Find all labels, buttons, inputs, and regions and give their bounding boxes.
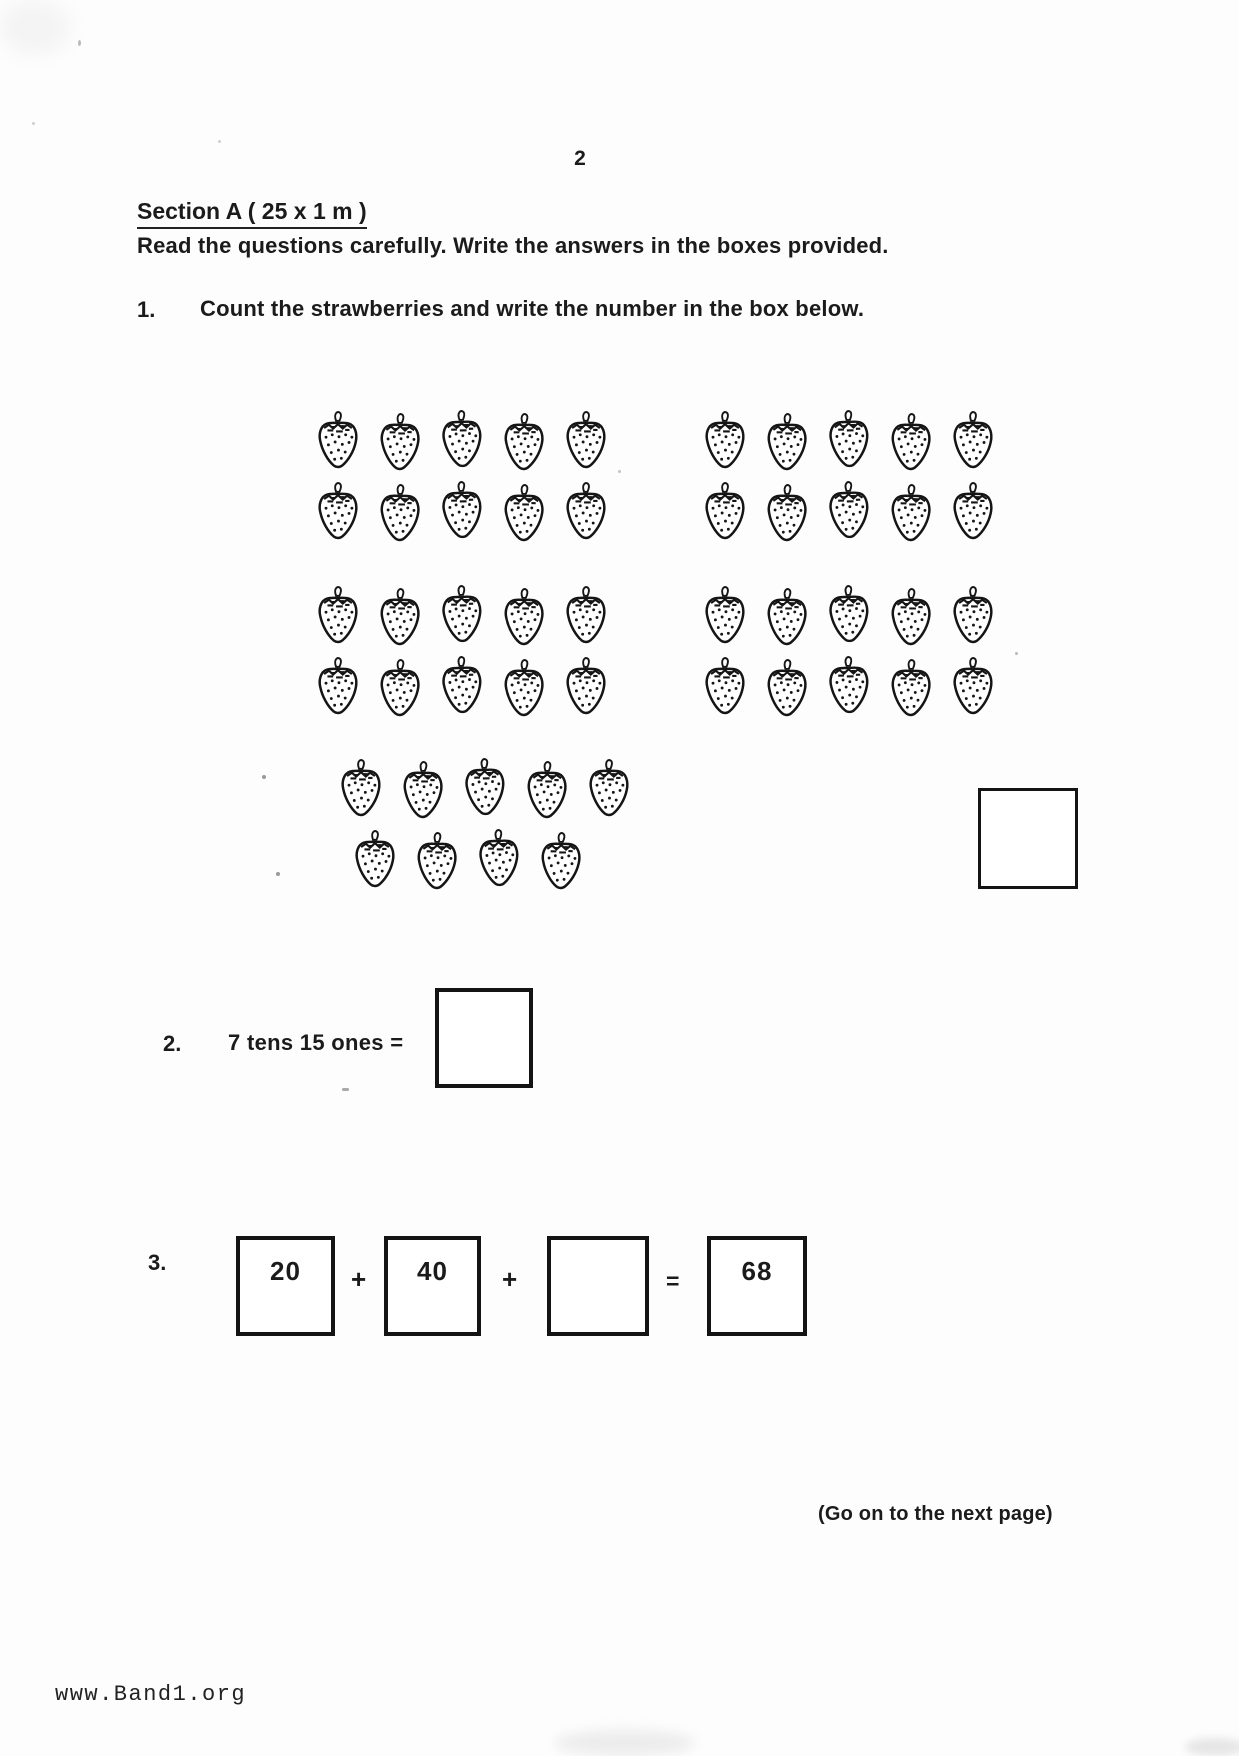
question-2-answer-box [435,988,533,1088]
scan-speck [32,122,35,125]
question-3-box-2 [384,1236,481,1336]
question-3-answer-box [547,1236,649,1336]
strawberry-icon [315,481,361,543]
strawberry-icon [702,410,748,472]
strawberry-icon [399,760,446,823]
strawberry-icon [376,587,423,650]
scan-smudge [0,0,70,55]
strawberry-icon [376,412,423,475]
strawberry-icon [763,658,810,721]
strawberry-group-top-left [315,410,625,552]
strawberry-row [702,410,1012,472]
scan-speck [218,140,221,143]
question-1-text [200,296,864,322]
strawberry-row [315,410,625,472]
strawberry-icon [376,483,423,546]
question-1-text-bold: number [594,296,677,321]
strawberry-icon [825,408,873,471]
strawberry-icon [563,410,609,472]
strawberry-icon [702,585,748,647]
strawberry-icon [475,827,523,890]
strawberry-icon [825,654,873,717]
strawberry-icon [563,585,609,647]
strawberry-icon [338,758,384,820]
section-heading: Section A ( 25 x 1 m ) [137,198,367,229]
strawberry-icon [438,654,486,717]
scan-speck [618,470,621,473]
strawberry-icon [887,412,934,475]
question-2-number: 2. [163,1031,182,1056]
scan-smudge [555,1730,695,1756]
strawberry-group-middle-left [315,585,625,727]
question-2-text: 7 tens 15 ones = [228,1030,404,1055]
strawberry-icon [950,656,996,718]
strawberry-row [352,829,648,891]
strawberry-icon [500,587,547,650]
strawberry-row [702,481,1012,543]
strawberry-group-bottom [338,758,648,900]
scan-smudge [1185,1738,1239,1756]
question-3-box-1-value: 20 [270,1256,301,1286]
strawberry-icon [825,583,873,646]
strawberry-row [702,656,1012,718]
question-1-text-before: Count the strawberries and write the [200,296,595,321]
footer-website: www.Band1.org [55,1682,247,1707]
strawberry-group-top-right [702,410,1012,552]
strawberry-row [702,585,1012,647]
strawberry-icon [702,481,748,543]
question-3-box-1 [236,1236,335,1336]
strawberry-icon [413,831,460,894]
strawberry-icon [438,479,486,542]
strawberry-icon [438,583,486,646]
scan-speck [262,775,266,779]
strawberry-icon [523,760,570,823]
strawberry-icon [537,831,584,894]
scan-speck [276,872,280,876]
strawberry-icon [563,656,609,718]
strawberry-icon [887,658,934,721]
strawberry-row [315,481,625,543]
strawberry-group-middle-right [702,585,1012,727]
question-3-box-4 [707,1236,807,1336]
strawberry-icon [763,412,810,475]
strawberry-icon [763,483,810,546]
strawberry-icon [461,756,509,819]
strawberry-icon [763,587,810,650]
strawberry-icon [315,585,361,647]
go-to-next-page-note: (Go on to the next page) [818,1503,1053,1525]
scan-speck [342,1088,349,1091]
strawberry-icon [438,408,486,471]
strawberry-icon [586,758,632,820]
strawberry-icon [500,483,547,546]
page-number: 2 [574,147,586,170]
question-1-text-after: in the box below. [676,296,865,321]
strawberry-icon [376,658,423,721]
strawberry-icon [563,481,609,543]
plus-operator-1: + [351,1264,367,1294]
section-instructions: Read the questions carefully. Write the answers in the boxes provided. [137,233,889,258]
question-3-box-4-value: 68 [741,1256,773,1286]
strawberry-row [338,758,648,820]
plus-operator-2: + [502,1264,518,1294]
strawberry-icon [887,483,934,546]
strawberry-icon [950,481,996,543]
strawberry-icon [702,656,748,718]
strawberry-row [315,656,625,718]
scan-speck [78,40,81,46]
question-1-answer-box [978,788,1078,889]
scan-speck [1015,652,1018,655]
strawberry-icon [950,585,996,647]
question-3-number: 3. [148,1250,167,1275]
strawberry-icon [500,412,547,475]
equals-operator: = [666,1268,680,1294]
strawberry-icon [315,410,361,472]
question-1-number: 1. [137,297,156,322]
strawberry-icon [352,829,398,891]
strawberry-icon [825,479,873,542]
strawberry-icon [315,656,361,718]
strawberry-icon [887,587,934,650]
strawberry-icon [500,658,547,721]
strawberry-row [315,585,625,647]
strawberry-icon [950,410,996,472]
question-3-box-2-value: 40 [417,1256,448,1286]
